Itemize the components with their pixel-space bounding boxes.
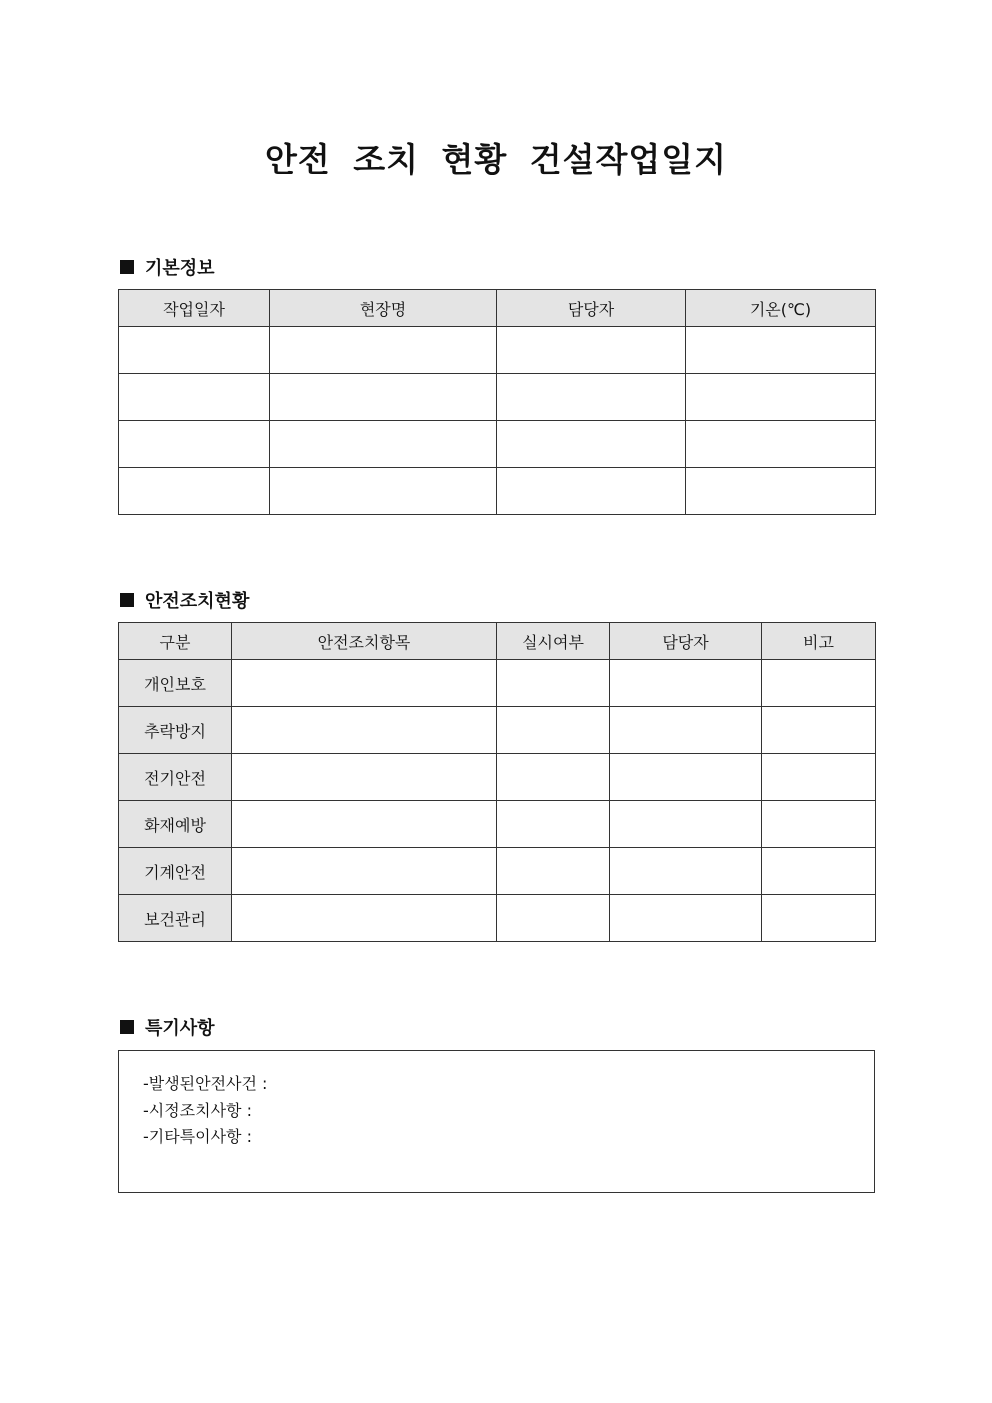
table-row xyxy=(119,895,876,942)
table-cell[interactable] xyxy=(497,374,686,421)
notes-list xyxy=(119,1051,874,1151)
table-cell[interactable] xyxy=(610,801,762,848)
basic-info-heading-label: 기본정보 xyxy=(145,258,215,279)
table-cell[interactable] xyxy=(686,468,876,515)
table-cell[interactable] xyxy=(270,468,497,515)
table-row xyxy=(119,660,876,707)
table-row xyxy=(119,327,876,374)
column-header-category: 구분 xyxy=(119,623,232,660)
safety-status-table xyxy=(118,622,876,942)
black-square-icon xyxy=(120,1020,134,1034)
table-cell[interactable] xyxy=(232,707,497,754)
category-cell: 추락방지 xyxy=(119,707,232,754)
table-cell[interactable] xyxy=(497,848,610,895)
table-cell[interactable] xyxy=(232,660,497,707)
table-cell[interactable] xyxy=(762,801,876,848)
black-square-icon xyxy=(120,593,134,607)
notes-box[interactable] xyxy=(118,1050,875,1193)
table-header-row xyxy=(119,290,876,327)
table-cell[interactable] xyxy=(497,421,686,468)
column-header-work-date: 작업일자 xyxy=(119,290,270,327)
column-header-site-name: 현장명 xyxy=(270,290,497,327)
table-cell[interactable] xyxy=(762,660,876,707)
basic-info-table xyxy=(118,289,876,515)
document-title: 안전 조치 현황 건설작업일지 xyxy=(264,140,727,179)
table-cell[interactable] xyxy=(119,468,270,515)
column-header-safety-item: 안전조치항목 xyxy=(232,623,497,660)
category-cell: 보건관리 xyxy=(119,895,232,942)
table-cell[interactable] xyxy=(686,374,876,421)
table-row xyxy=(119,374,876,421)
table-cell[interactable] xyxy=(610,754,762,801)
table-cell[interactable] xyxy=(610,848,762,895)
table-cell[interactable] xyxy=(762,895,876,942)
safety-status-heading-label: 안전조치현황 xyxy=(145,591,250,612)
table-cell[interactable] xyxy=(270,374,497,421)
category-cell: 화재예방 xyxy=(119,801,232,848)
column-header-remarks: 비고 xyxy=(762,623,876,660)
black-square-icon xyxy=(120,260,134,274)
table-cell[interactable] xyxy=(270,327,497,374)
table-cell[interactable] xyxy=(497,468,686,515)
table-cell[interactable] xyxy=(119,374,270,421)
table-cell[interactable] xyxy=(119,327,270,374)
table-cell[interactable] xyxy=(232,801,497,848)
table-cell[interactable] xyxy=(762,707,876,754)
table-cell[interactable] xyxy=(762,754,876,801)
table-cell[interactable] xyxy=(497,895,610,942)
table-cell[interactable] xyxy=(686,327,876,374)
table-row xyxy=(119,754,876,801)
table-row xyxy=(119,848,876,895)
table-header-row xyxy=(119,623,876,660)
table-cell[interactable] xyxy=(610,707,762,754)
table-row xyxy=(119,468,876,515)
table-cell[interactable] xyxy=(232,895,497,942)
table-row xyxy=(119,707,876,754)
table-cell[interactable] xyxy=(270,421,497,468)
table-cell[interactable] xyxy=(610,660,762,707)
table-cell[interactable] xyxy=(497,660,610,707)
table-cell[interactable] xyxy=(762,848,876,895)
table-cell[interactable] xyxy=(497,754,610,801)
note-line-corrective-action: -시정조치사항 : xyxy=(143,1100,252,1120)
column-header-implemented: 실시여부 xyxy=(497,623,610,660)
note-line-incident: -발생된안전사건 : xyxy=(143,1074,268,1093)
category-cell: 개인보호 xyxy=(119,660,232,707)
column-header-manager: 담당자 xyxy=(610,623,762,660)
category-cell: 기계안전 xyxy=(119,848,232,895)
column-header-temperature: 기온(℃) xyxy=(686,290,876,327)
column-header-manager: 담당자 xyxy=(497,290,686,327)
note-line-other: -기타특이사항 : xyxy=(143,1127,252,1146)
category-cell: 전기안전 xyxy=(119,754,232,801)
table-cell[interactable] xyxy=(232,848,497,895)
table-cell[interactable] xyxy=(497,707,610,754)
basic-info-heading xyxy=(120,254,215,280)
table-cell[interactable] xyxy=(232,754,497,801)
table-row xyxy=(119,421,876,468)
table-cell[interactable] xyxy=(610,895,762,942)
table-cell[interactable] xyxy=(497,327,686,374)
table-cell[interactable] xyxy=(119,421,270,468)
safety-status-heading xyxy=(120,587,249,613)
table-cell[interactable] xyxy=(686,421,876,468)
table-cell[interactable] xyxy=(497,801,610,848)
table-row xyxy=(119,801,876,848)
notes-heading-label: 특기사항 xyxy=(145,1018,215,1039)
notes-heading xyxy=(120,1014,215,1040)
